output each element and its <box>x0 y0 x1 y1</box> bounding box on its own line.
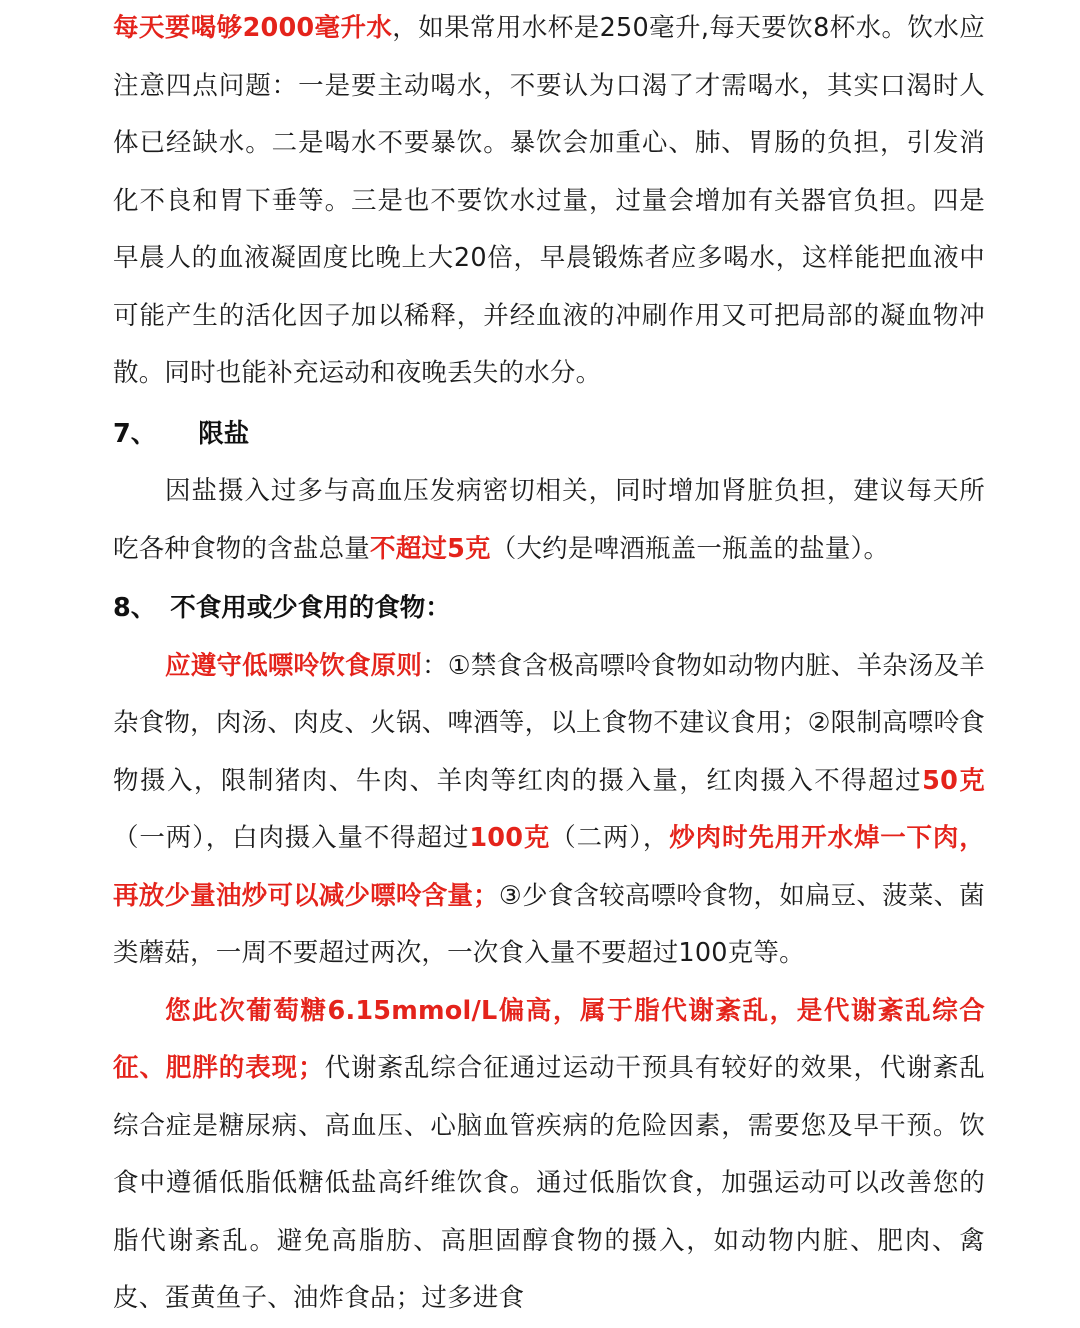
purine-text-1: ：①禁食含极高嘌呤食物如动物内脏、羊杂汤及羊杂食物，肉汤、肉皮、火锅、啤酒等，以上食物不建议食用；②限制高嘌呤食物摄入，限制猪肉、牛肉、羊肉等红肉的摄入量，红肉摄入不得超过 <box>113 650 985 796</box>
cooking-tip-highlight: 炒肉时先用开水焯一下肉，再放少量油炒可以减少嘌呤含量； <box>113 823 985 911</box>
paragraph-section-7 <box>113 463 985 578</box>
purine-text-4: ③少食含较高嘌呤食物，如扁豆、菠菜、菌类蘑菇，一周不要超过两次，一次食入量不要超过100克等。 <box>113 880 985 968</box>
heading-section-8 <box>113 580 985 638</box>
section-7-text-pre: 因盐摄入过多与高血压发病密切相关，同时增加肾脏负担，建议每天所吃各种食物的含盐总量 <box>113 476 985 564</box>
heading-8-number: 8、 <box>113 593 157 623</box>
heading-8-title: 不食用或少食用的食物： <box>170 593 451 623</box>
hydration-highlight: 每天要喝够2000毫升水 <box>113 13 393 43</box>
purine-text-3: （二两）， <box>550 823 670 853</box>
paragraph-hydration <box>113 0 985 403</box>
purine-text-2: （一两），白肉摄入量不得超过 <box>113 823 470 853</box>
heading-7-number: 7、 <box>113 418 157 449</box>
glucose-result-highlight: 您此次葡萄糖6.15mmol/L偏高，属于脂代谢紊乱，是代谢紊乱综合征、肥胖的表现； <box>113 995 985 1083</box>
heading-7-title: 限盐 <box>198 418 250 449</box>
white-meat-limit-highlight: 100克 <box>469 823 551 853</box>
metabolic-advice-text: 代谢紊乱综合征通过运动干预具有较好的效果，代谢紊乱综合症是糖尿病、高血压、心脑血管疾病的危险因素，需要您及早干预。饮食中遵循低脂低糖低盐高纤维饮食。通过低脂饮食，加强运动可以改善您的脂代谢紊乱。避免高脂肪、高胆固醇食物的摄入，如动物内脏、肥肉、禽皮、蛋黄鱼子、油炸食品；过多进食 <box>113 1053 985 1313</box>
paragraph-purine-diet <box>113 638 985 983</box>
hydration-body: ，如果常用水杯是250毫升,每天要饮8杯水。饮水应注意四点问题：一是要主动喝水，不要认为口渴了才需喝水，其实口渴时人体已经缺水。二是喝水不要暴饮。暴饮会加重心、肺、胃肠的负担，引发消化不良和胃下垂等。三是也不要饮水过量，过量会增加有关器官负担。四是早晨人的血液凝固度比晚上大20倍，早晨锻炼者应多喝水，这样能把血液中可能产生的活化因子加以稀释，并经血液的冲刷作用又可把局部的凝血物冲散。同时也能补充运动和夜晚丢失的水分。 <box>113 13 985 388</box>
purine-principle-highlight: 应遵守低嘌呤饮食原则 <box>165 650 423 681</box>
section-7-salt-limit-highlight: 不超过5克 <box>370 533 491 564</box>
heading-section-7 <box>113 406 985 464</box>
paragraph-glucose-finding <box>113 983 985 1328</box>
red-meat-limit-highlight: 50克 <box>922 765 985 796</box>
section-7-text-post: （大约是啤酒瓶盖一瓶盖的盐量）。 <box>490 533 890 564</box>
